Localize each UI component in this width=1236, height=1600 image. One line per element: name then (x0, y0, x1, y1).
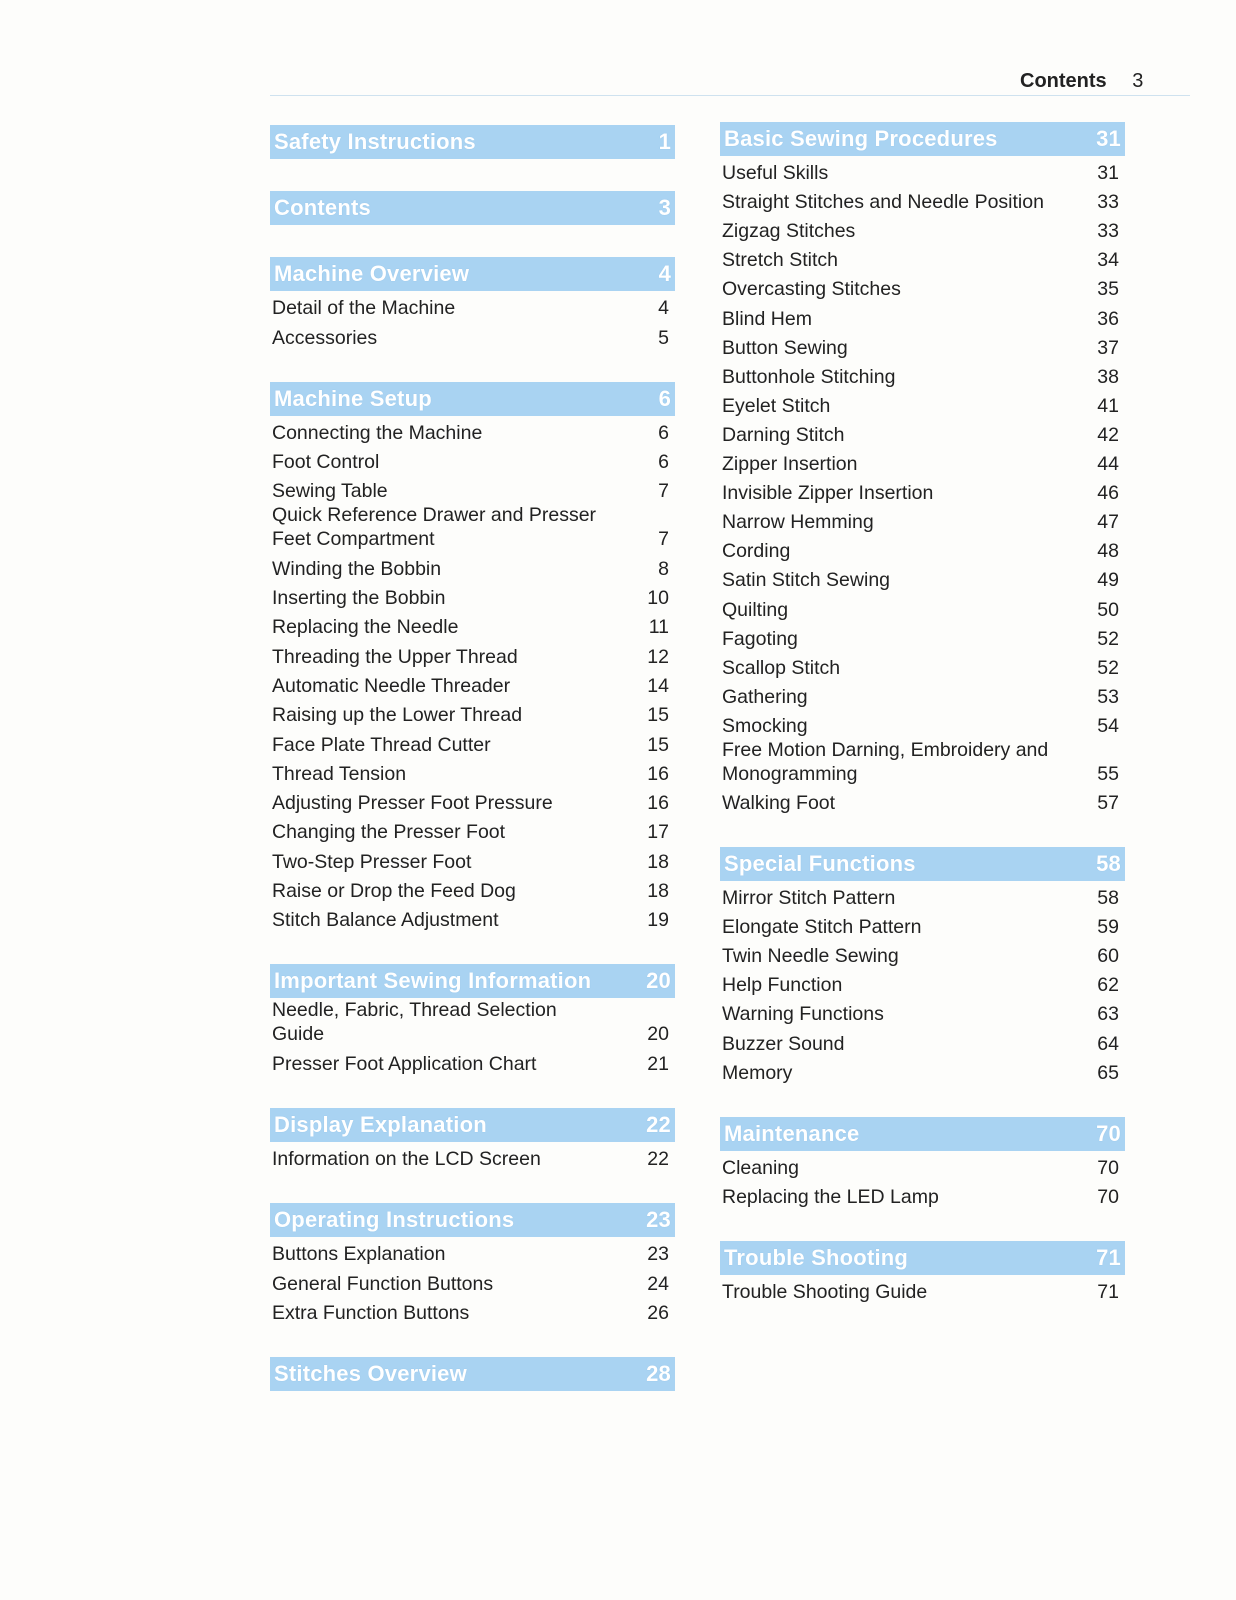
entry-page: 19 (647, 909, 669, 932)
entry-page: 21 (647, 1052, 669, 1075)
entry-page: 70 (1097, 1156, 1119, 1179)
toc-section-machine-overview (270, 257, 675, 350)
entry-page: 54 (1097, 714, 1119, 737)
section-title: Safety Instructions (274, 129, 476, 154)
toc-entry[interactable] (720, 563, 1125, 592)
entry-page: 46 (1097, 482, 1119, 505)
toc-entry[interactable] (720, 738, 1125, 786)
section-title: Important Sewing Information (274, 968, 592, 994)
entry-label: Connecting the Machine (272, 421, 483, 444)
toc-entry[interactable] (720, 156, 1125, 185)
entry-page: 33 (1097, 220, 1119, 243)
entry-label: Needle, Fabric, Thread Selection Guide (272, 999, 557, 1046)
section-heading[interactable] (270, 191, 675, 225)
entry-label: Extra Function Buttons (272, 1301, 470, 1324)
entry-page: 55 (1097, 762, 1119, 785)
entry-label: Fagoting (722, 627, 798, 650)
entry-page: 6 (658, 421, 669, 444)
section-page: 23 (646, 1206, 671, 1232)
toc-entry[interactable] (270, 1296, 675, 1325)
entry-label: Face Plate Thread Cutter (272, 733, 491, 756)
entry-label: Twin Needle Sewing (722, 945, 899, 968)
entry-page: 52 (1097, 656, 1119, 679)
toc-entry[interactable] (720, 1275, 1125, 1304)
toc-entry[interactable] (720, 389, 1125, 418)
toc-entry[interactable] (270, 844, 675, 873)
page-number: 3 (1132, 70, 1144, 92)
toc-entry[interactable] (720, 786, 1125, 815)
entry-page: 4 (658, 297, 669, 320)
toc-left-column (270, 125, 675, 1423)
section-page: 58 (1096, 850, 1121, 876)
toc-entry[interactable] (720, 939, 1125, 968)
section-page: 70 (1096, 1120, 1121, 1146)
section-title: Basic Sewing Procedures (724, 126, 998, 151)
section-page: 22 (646, 1111, 671, 1137)
header-divider (270, 95, 1190, 96)
toc-entry[interactable] (270, 581, 675, 610)
entry-label: Walking Foot (722, 791, 836, 814)
entry-page: 10 (647, 587, 669, 610)
toc-entry[interactable] (720, 476, 1125, 505)
toc-entry[interactable] (270, 903, 675, 932)
entry-label: Detail of the Machine (272, 297, 456, 320)
entry-page: 11 (648, 616, 669, 639)
toc-section-important-sewing-information (270, 964, 675, 1075)
entry-page: 37 (1097, 336, 1119, 359)
entry-label: Trouble Shooting Guide (722, 1280, 928, 1303)
toc-entry[interactable] (720, 651, 1125, 680)
toc-entry[interactable] (270, 757, 675, 786)
toc-entry[interactable] (270, 1266, 675, 1295)
entry-label: Two-Step Presser Foot (272, 850, 472, 873)
toc-section-basic-sewing-procedures (720, 122, 1125, 815)
section-page: 4 (658, 261, 671, 286)
entry-label: Threading the Upper Thread (272, 645, 518, 668)
toc-entry[interactable] (720, 622, 1125, 651)
toc-entry[interactable] (720, 418, 1125, 447)
toc-section-display-explanation (270, 1108, 675, 1171)
toc-section-safety-instructions (270, 125, 675, 159)
entry-page: 36 (1097, 307, 1119, 330)
entry-page: 16 (647, 792, 669, 815)
entry-label: Buttons Explanation (272, 1243, 446, 1266)
section-heading[interactable] (270, 1357, 675, 1391)
toc-section-special-functions (720, 847, 1125, 1085)
entry-label: Cording (722, 540, 791, 563)
section-title: Contents (274, 195, 371, 220)
toc-entry[interactable] (720, 1026, 1125, 1055)
entry-page: 7 (658, 528, 669, 551)
entry-page: 62 (1097, 974, 1119, 997)
entry-label: Quilting (722, 598, 789, 621)
entry-label: Darning Stitch (722, 423, 845, 446)
entry-page: 26 (647, 1301, 669, 1324)
toc-entry[interactable] (270, 874, 675, 903)
entry-label: Smocking (722, 714, 808, 737)
entry-page: 50 (1097, 598, 1119, 621)
toc-entry[interactable] (720, 968, 1125, 997)
entry-page: 8 (658, 557, 669, 580)
entry-label: Stretch Stitch (722, 249, 838, 272)
entry-label: Invisible Zipper Insertion (722, 482, 934, 505)
toc-entry[interactable] (270, 474, 675, 503)
entry-label: Sewing Table (272, 480, 388, 503)
toc-entry[interactable] (270, 610, 675, 639)
toc-entry[interactable] (270, 1142, 675, 1171)
section-heading[interactable] (720, 847, 1125, 881)
entry-label: Automatic Needle Threader (272, 674, 511, 697)
entry-label: Overcasting Stitches (722, 278, 901, 301)
toc-right-column (720, 122, 1125, 1336)
entry-label: Buzzer Sound (722, 1032, 845, 1055)
entry-page: 35 (1097, 278, 1119, 301)
section-heading[interactable] (270, 1203, 675, 1237)
toc-entry[interactable] (270, 639, 675, 668)
entry-page: 48 (1097, 540, 1119, 563)
toc-entry[interactable] (720, 301, 1125, 330)
entry-page: 31 (1097, 162, 1119, 185)
section-page: 3 (658, 195, 671, 220)
toc-entry[interactable] (720, 1056, 1125, 1085)
entry-label: Blind Hem (722, 307, 812, 330)
entry-label: Adjusting Presser Foot Pressure (272, 792, 553, 815)
entry-label: Changing the Presser Foot (272, 821, 506, 844)
entry-label: Narrow Hemming (722, 511, 874, 534)
entry-page: 15 (647, 704, 669, 727)
entry-page: 44 (1097, 453, 1119, 476)
entry-page: 38 (1097, 365, 1119, 388)
entry-page: 24 (647, 1272, 669, 1295)
entry-label: Foot Control (272, 451, 380, 474)
entry-page: 60 (1097, 945, 1119, 968)
toc-entry[interactable] (270, 503, 675, 551)
entry-label: Useful Skills (722, 162, 829, 185)
toc-entry[interactable] (270, 727, 675, 756)
toc-entry[interactable] (270, 1237, 675, 1266)
section-heading[interactable] (720, 1117, 1125, 1151)
entry-page: 58 (1097, 887, 1119, 910)
section-page: 28 (646, 1360, 671, 1386)
entry-label: Inserting the Bobbin (272, 587, 446, 610)
entry-label: Free Motion Darning, Embroidery and Monogramming (722, 738, 1049, 785)
section-page: 1 (658, 129, 671, 154)
toc-entry[interactable] (720, 680, 1125, 709)
entry-page: 34 (1097, 249, 1119, 272)
entry-label: Memory (722, 1061, 793, 1084)
toc-entry[interactable] (720, 534, 1125, 563)
toc-entry[interactable] (270, 1046, 675, 1075)
entry-page: 41 (1097, 394, 1119, 417)
entry-label: Information on the LCD Screen (272, 1147, 541, 1170)
entry-page: 14 (647, 674, 669, 697)
entry-page: 52 (1097, 627, 1119, 650)
entry-page: 12 (647, 645, 669, 668)
entry-label: Replacing the LED Lamp (722, 1185, 939, 1208)
entry-page: 15 (647, 733, 669, 756)
entry-page: 23 (647, 1243, 669, 1266)
entry-label: Scallop Stitch (722, 656, 841, 679)
toc-entry[interactable] (720, 272, 1125, 301)
entry-label: Raise or Drop the Feed Dog (272, 880, 516, 903)
toc-entry[interactable] (720, 185, 1125, 214)
section-title: Stitches Overview (274, 1360, 467, 1386)
toc-entry[interactable] (720, 592, 1125, 621)
section-title: Maintenance (724, 1120, 860, 1146)
toc-section-machine-setup (270, 382, 675, 933)
toc-entry[interactable] (270, 320, 675, 349)
entry-page: 33 (1097, 191, 1119, 214)
entry-page: 47 (1097, 511, 1119, 534)
entry-page: 5 (658, 326, 669, 349)
toc-entry[interactable] (720, 910, 1125, 939)
section-title: Special Functions (724, 850, 916, 876)
toc-entry[interactable] (270, 815, 675, 844)
entry-page: 6 (658, 451, 669, 474)
entry-label: Presser Foot Application Chart (272, 1052, 537, 1075)
section-title: Operating Instructions (274, 1206, 515, 1232)
entry-label: Zigzag Stitches (722, 220, 856, 243)
section-page: 6 (658, 385, 671, 411)
toc-entry[interactable] (270, 698, 675, 727)
page-title: Contents (1020, 70, 1107, 92)
entry-page: 65 (1097, 1061, 1119, 1084)
entry-page: 57 (1097, 791, 1119, 814)
entry-page: 53 (1097, 685, 1119, 708)
section-heading[interactable] (270, 964, 675, 998)
entry-label: Winding the Bobbin (272, 557, 442, 580)
toc-entry[interactable] (720, 1180, 1125, 1209)
entry-label: Stitch Balance Adjustment (272, 909, 499, 932)
section-heading[interactable] (270, 125, 675, 159)
toc-entry[interactable] (270, 998, 675, 1046)
toc-entry[interactable] (270, 445, 675, 474)
entry-page: 70 (1097, 1185, 1119, 1208)
entry-page: 64 (1097, 1032, 1119, 1055)
toc-entry[interactable] (270, 669, 675, 698)
section-title: Trouble Shooting (724, 1244, 909, 1270)
section-title: Machine Setup (274, 385, 432, 411)
entry-label: Accessories (272, 326, 378, 349)
toc-section-contents (270, 191, 675, 225)
entry-page: 63 (1097, 1003, 1119, 1026)
toc-entry[interactable] (270, 786, 675, 815)
toc-entry[interactable] (720, 709, 1125, 738)
section-title: Display Explanation (274, 1111, 487, 1137)
entry-page: 59 (1097, 916, 1119, 939)
toc-entry[interactable] (720, 243, 1125, 272)
entry-page: 18 (647, 850, 669, 873)
toc-section-stitches-overview (270, 1357, 675, 1391)
entry-page: 71 (1097, 1280, 1119, 1303)
toc-section-trouble-shooting (720, 1241, 1125, 1304)
entry-label: Cleaning (722, 1156, 799, 1179)
section-heading[interactable] (270, 382, 675, 416)
entry-label: Straight Stitches and Needle Position (722, 191, 1044, 214)
toc-entry[interactable] (270, 291, 675, 320)
section-page: 71 (1096, 1244, 1121, 1270)
section-title: Machine Overview (274, 261, 470, 286)
entry-page: 49 (1097, 569, 1119, 592)
entry-label: Help Function (722, 974, 843, 997)
toc-entry[interactable] (720, 214, 1125, 243)
entry-label: Elongate Stitch Pattern (722, 916, 922, 939)
section-heading[interactable] (720, 1241, 1125, 1275)
toc-section-operating-instructions (270, 1203, 675, 1325)
toc-entry[interactable] (720, 505, 1125, 534)
entry-label: Thread Tension (272, 762, 407, 785)
toc-entry[interactable] (720, 997, 1125, 1026)
entry-page: 22 (647, 1147, 669, 1170)
toc-entry[interactable] (720, 881, 1125, 910)
section-page: 20 (646, 968, 671, 994)
entry-page: 42 (1097, 423, 1119, 446)
entry-label: Gathering (722, 685, 808, 708)
section-heading[interactable] (720, 122, 1125, 156)
entry-label: Button Sewing (722, 336, 848, 359)
toc-entry[interactable] (270, 416, 675, 445)
entry-label: Raising up the Lower Thread (272, 704, 523, 727)
entry-label: Replacing the Needle (272, 616, 459, 639)
entry-page: 7 (658, 480, 669, 503)
entry-page: 16 (647, 762, 669, 785)
toc-entry[interactable] (720, 447, 1125, 476)
entry-page: 20 (647, 1023, 669, 1046)
entry-label: Eyelet Stitch (722, 394, 831, 417)
entry-label: Mirror Stitch Pattern (722, 887, 896, 910)
toc-entry[interactable] (720, 331, 1125, 360)
entry-label: Buttonhole Stitching (722, 365, 896, 388)
section-heading[interactable] (270, 257, 675, 291)
toc-entry[interactable] (720, 1151, 1125, 1180)
toc-entry[interactable] (720, 360, 1125, 389)
section-heading[interactable] (270, 1108, 675, 1142)
entry-page: 17 (647, 821, 669, 844)
toc-entry[interactable] (270, 551, 675, 580)
entry-label: General Function Buttons (272, 1272, 494, 1295)
toc-section-maintenance (720, 1117, 1125, 1209)
entry-label: Zipper Insertion (722, 453, 858, 476)
entry-label: Satin Stitch Sewing (722, 569, 891, 592)
section-page: 31 (1096, 126, 1121, 151)
entry-label: Quick Reference Drawer and Presser Feet Compartment (272, 504, 597, 551)
entry-label: Warning Functions (722, 1003, 884, 1026)
entry-page: 18 (647, 880, 669, 903)
